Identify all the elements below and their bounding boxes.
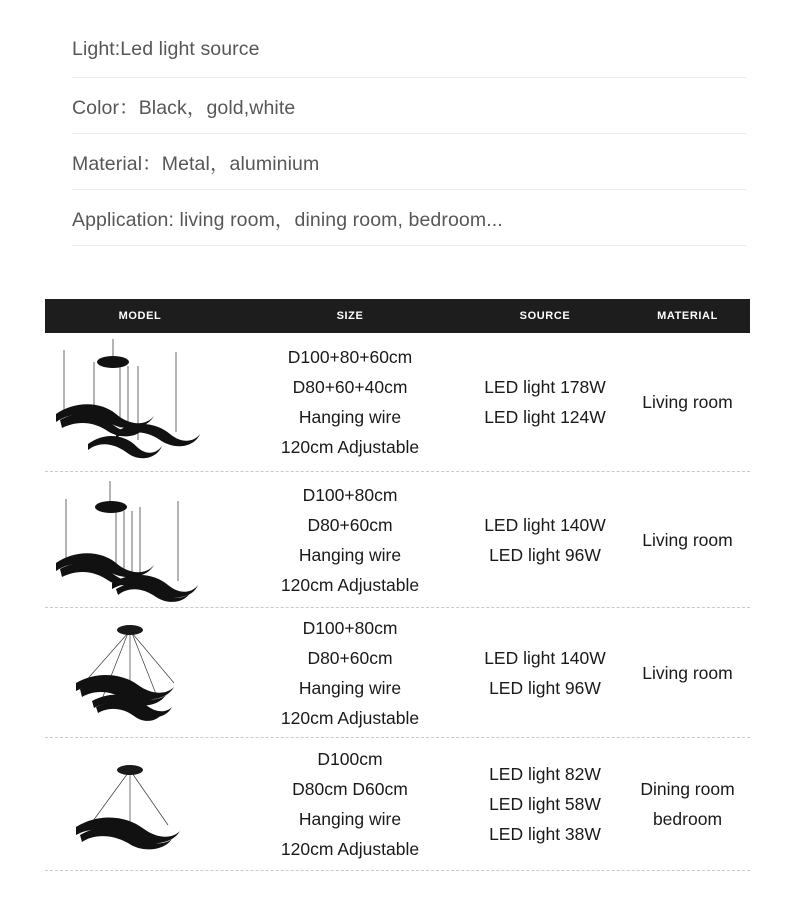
table-cell-size xyxy=(235,613,465,733)
table-cell-model xyxy=(45,738,235,870)
size-line: Hanging wire xyxy=(298,809,402,829)
spec-row-color xyxy=(72,78,746,134)
table-cell-model xyxy=(45,608,235,737)
size-line: D80+60cm xyxy=(307,647,393,668)
spec-color-text: Color：Black，gold,white xyxy=(72,96,296,119)
size-line: D100+80cm xyxy=(302,617,398,638)
table-cell-source xyxy=(465,372,625,432)
material-line: Dining room xyxy=(640,779,735,799)
product-spec-table xyxy=(45,299,750,871)
source-line: LED light 124W xyxy=(484,407,606,427)
material-line: Living room xyxy=(642,529,733,550)
table-header-material: MATERIAL xyxy=(657,310,718,322)
chandelier-2tier-linear-icon xyxy=(50,477,230,603)
size-line: D100cm xyxy=(317,749,383,769)
source-line: LED light 38W xyxy=(489,824,601,844)
material-line: bedroom xyxy=(652,809,723,829)
source-line: LED light 140W xyxy=(484,647,606,668)
table-cell-model xyxy=(45,333,235,471)
table-cell-source xyxy=(465,759,625,849)
material-line: Living room xyxy=(642,662,733,683)
table-header-source: SOURCE xyxy=(519,310,571,322)
size-line: 120cm Adjustable xyxy=(280,707,420,728)
source-line: LED light 178W xyxy=(484,377,606,397)
size-line: Hanging wire xyxy=(298,544,402,565)
size-line: 120cm Adjustable xyxy=(280,437,420,457)
table-header-size: SIZE xyxy=(336,310,364,322)
source-line: LED light 96W xyxy=(489,544,601,565)
size-line: D80cm D60cm xyxy=(292,779,408,799)
table-cell-model xyxy=(45,472,235,607)
table-cell-source xyxy=(465,643,625,703)
spec-row-material xyxy=(72,134,746,190)
spec-light-text: Light:Led light source xyxy=(72,38,260,60)
specification-list xyxy=(0,0,790,246)
spec-application-text: Application: living room，dining room, bedroom... xyxy=(72,208,503,231)
source-line: LED light 96W xyxy=(489,677,601,698)
spec-material-text: Material：Metal，aluminium xyxy=(72,152,320,175)
size-line: D100+80cm xyxy=(302,484,398,505)
table-row xyxy=(45,738,750,871)
size-line: D80+60+40cm xyxy=(292,377,408,397)
table-cell-size xyxy=(235,480,465,600)
chandelier-2tier-round-icon xyxy=(50,613,230,733)
source-line: LED light 140W xyxy=(484,514,606,535)
table-row xyxy=(45,608,750,738)
size-line: 120cm Adjustable xyxy=(280,839,420,859)
chandelier-1tier-round-icon xyxy=(50,745,230,863)
table-cell-material xyxy=(625,525,750,555)
table-header-model: MODEL xyxy=(118,310,162,322)
source-line: LED light 82W xyxy=(489,764,601,784)
table-cell-source xyxy=(465,510,625,570)
size-line: Hanging wire xyxy=(298,407,402,427)
table-cell-material xyxy=(625,774,750,834)
table-cell-size xyxy=(235,744,465,864)
table-cell-material xyxy=(625,658,750,688)
size-line: Hanging wire xyxy=(298,677,402,698)
table-row xyxy=(45,333,750,472)
spec-row-light xyxy=(72,22,746,78)
source-line: LED light 58W xyxy=(489,794,601,814)
chandelier-3tier-linear-icon xyxy=(50,336,230,468)
table-row xyxy=(45,472,750,608)
table-header-row xyxy=(45,299,750,333)
material-line: Living room xyxy=(642,392,733,412)
size-line: D80+60cm xyxy=(307,514,393,535)
size-line: 120cm Adjustable xyxy=(280,574,420,595)
table-cell-material xyxy=(625,387,750,417)
table-cell-size xyxy=(235,342,465,462)
size-line: D100+80+60cm xyxy=(287,347,413,367)
spec-row-application xyxy=(72,190,746,246)
